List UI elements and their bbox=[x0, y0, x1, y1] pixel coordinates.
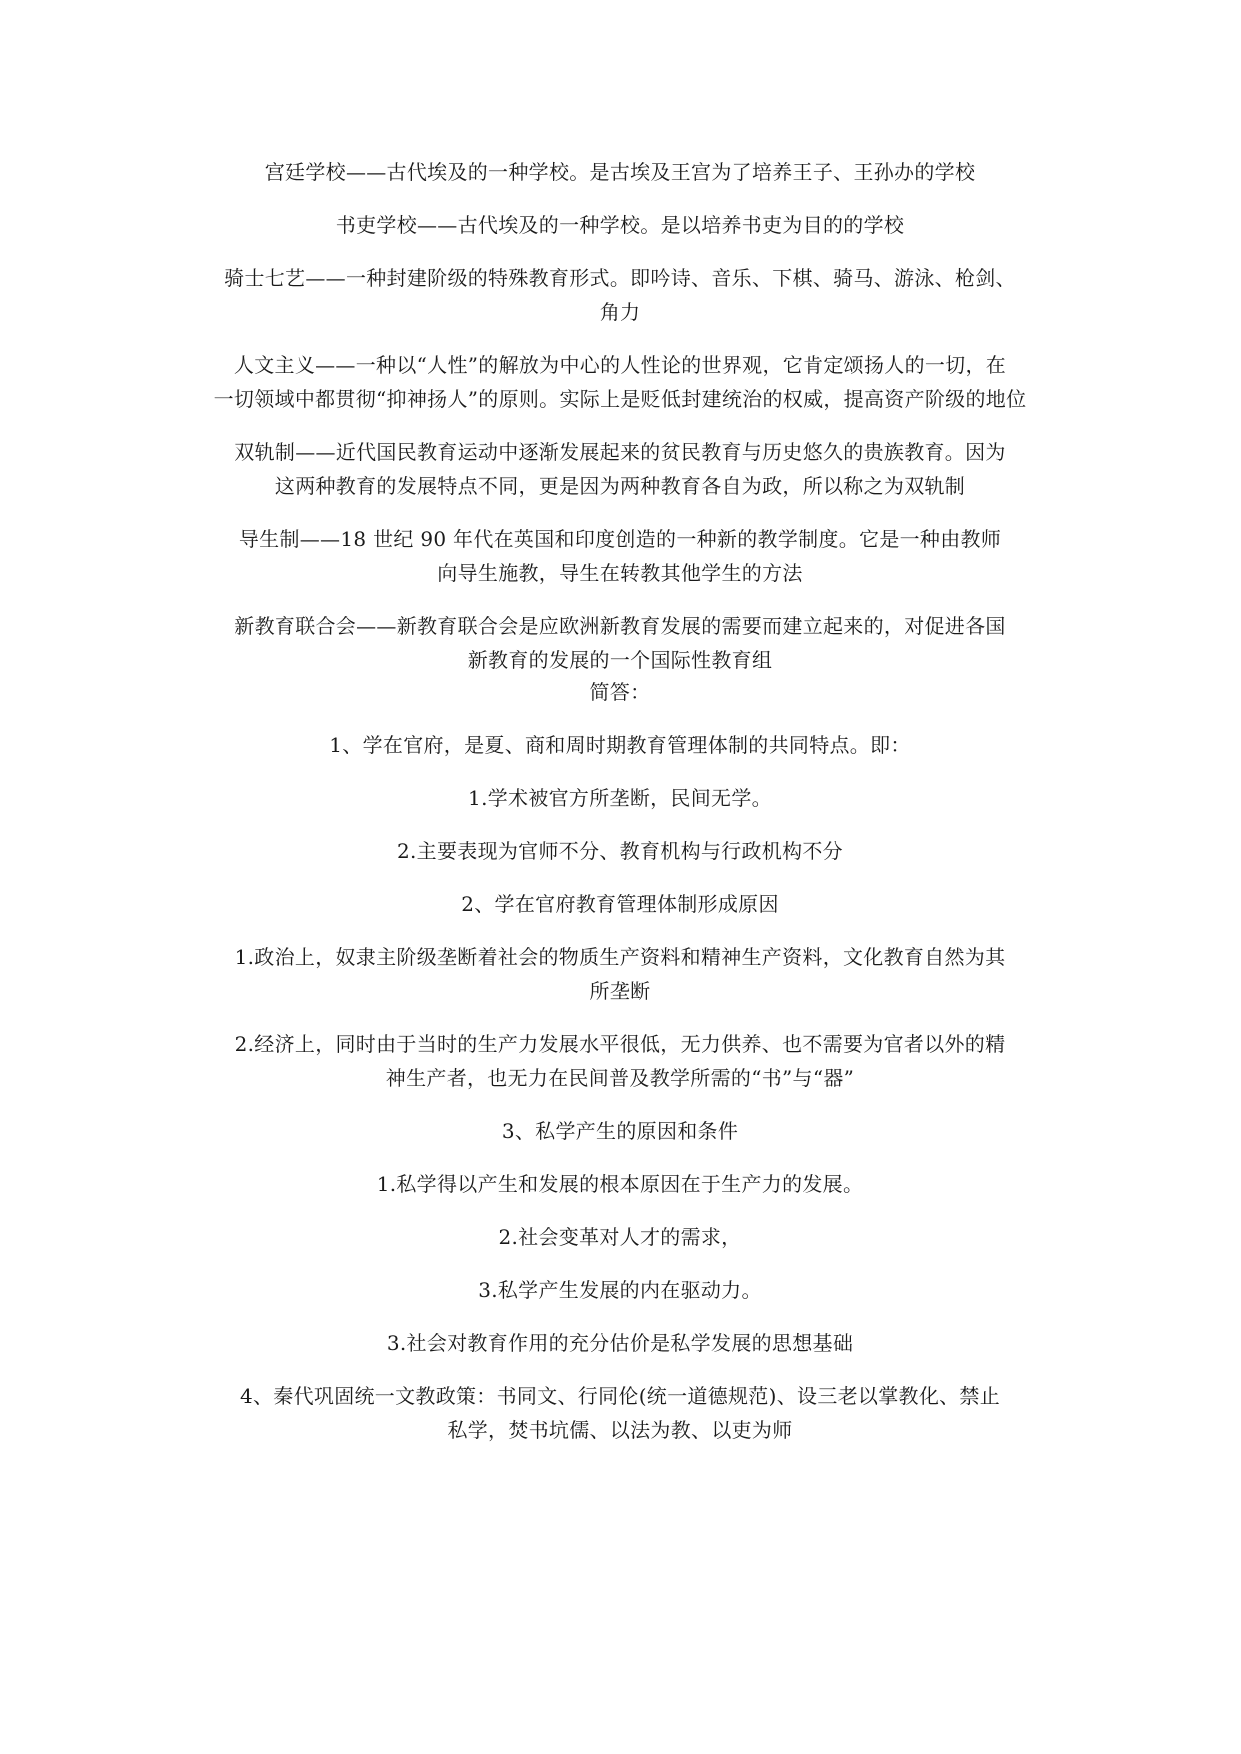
definition-dual-track: 双轨制——近代国民教育运动中逐渐发展起来的贫民教育与历史悠久的贵族教育。因为 bbox=[234, 440, 1006, 464]
answer-3-point-3: 3.私学产生发展的内在驱动力。 bbox=[478, 1278, 762, 1302]
definition-palace-school: 宫廷学校——古代埃及的一种学校。是古埃及王宫为了培养王子、王孙办的学校 bbox=[264, 160, 976, 184]
definition-new-education-fellowship-cont: 新教育的发展的一个国际性教育组 bbox=[467, 648, 773, 672]
answer-4-cont: 私学，焚书坑儒、以法为教、以吏为师 bbox=[447, 1418, 793, 1442]
answer-1-point-1: 1.学术被官方所垄断，民间无学。 bbox=[468, 786, 772, 810]
answer-2-point-1: 1.政治上，奴隶主阶级垄断着社会的物质生产资料和精神生产资料，文化教育自然为其 bbox=[234, 945, 1006, 969]
definition-monitorial-system-cont: 向导生施教，导生在转教其他学生的方法 bbox=[437, 561, 803, 585]
answer-3-point-4: 3.社会对教育作用的充分估价是私学发展的思想基础 bbox=[386, 1331, 854, 1355]
answer-2-point-2: 2.经济上，同时由于当时的生产力发展水平很低，无力供养、也不需要为官者以外的精 bbox=[234, 1032, 1006, 1056]
answer-1-point-2: 2.主要表现为官师不分、教育机构与行政机构不分 bbox=[397, 839, 843, 863]
answer-3-point-1: 1.私学得以产生和发展的根本原因在于生产力的发展。 bbox=[376, 1172, 864, 1196]
answer-2-heading: 2、学在官府教育管理体制形成原因 bbox=[461, 892, 779, 916]
definition-knight-seven-arts-cont: 角力 bbox=[599, 300, 641, 324]
answer-3-heading: 3、私学产生的原因和条件 bbox=[501, 1119, 739, 1143]
answer-2-point-1-cont: 所垄断 bbox=[589, 979, 651, 1003]
definition-new-education-fellowship: 新教育联合会——新教育联合会是应欧洲新教育发展的需要而建立起来的，对促进各国 bbox=[234, 614, 1006, 638]
answer-1-heading: 1、学在官府，是夏、商和周时期教育管理体制的共同特点。即： bbox=[329, 733, 911, 757]
answer-4-heading: 4、秦代巩固统一文教政策：书同文、行同伦(统一道德规范)、设三老以掌教化、禁止 bbox=[239, 1384, 1001, 1408]
definition-monitorial-system: 导生制——18 世纪 90 年代在英国和印度创造的一种新的教学制度。它是一种由教师 bbox=[238, 527, 1002, 551]
section-heading-short-answer: 简答： bbox=[589, 680, 651, 704]
answer-3-point-2: 2.社会变革对人才的需求， bbox=[498, 1225, 742, 1249]
definition-knight-seven-arts: 骑士七艺——一种封建阶级的特殊教育形式。即吟诗、音乐、下棋、骑马、游泳、枪剑、 bbox=[224, 266, 1016, 290]
definition-humanism-cont: 一切领域中都贯彻“抑神扬人”的原则。实际上是贬低封建统治的权威，提高资产阶级的地位 bbox=[213, 387, 1027, 411]
definition-humanism: 人文主义——一种以“人性”的解放为中心的人性论的世界观，它肯定颂扬人的一切，在 bbox=[233, 353, 1007, 377]
definition-dual-track-cont: 这两种教育的发展特点不同，更是因为两种教育各自为政，所以称之为双轨制 bbox=[274, 474, 966, 498]
answer-2-point-2-cont: 神生产者，也无力在民间普及教学所需的“书”与“器” bbox=[385, 1066, 855, 1090]
definition-scribe-school: 书吏学校——古代埃及的一种学校。是以培养书吏为目的的学校 bbox=[335, 213, 905, 237]
